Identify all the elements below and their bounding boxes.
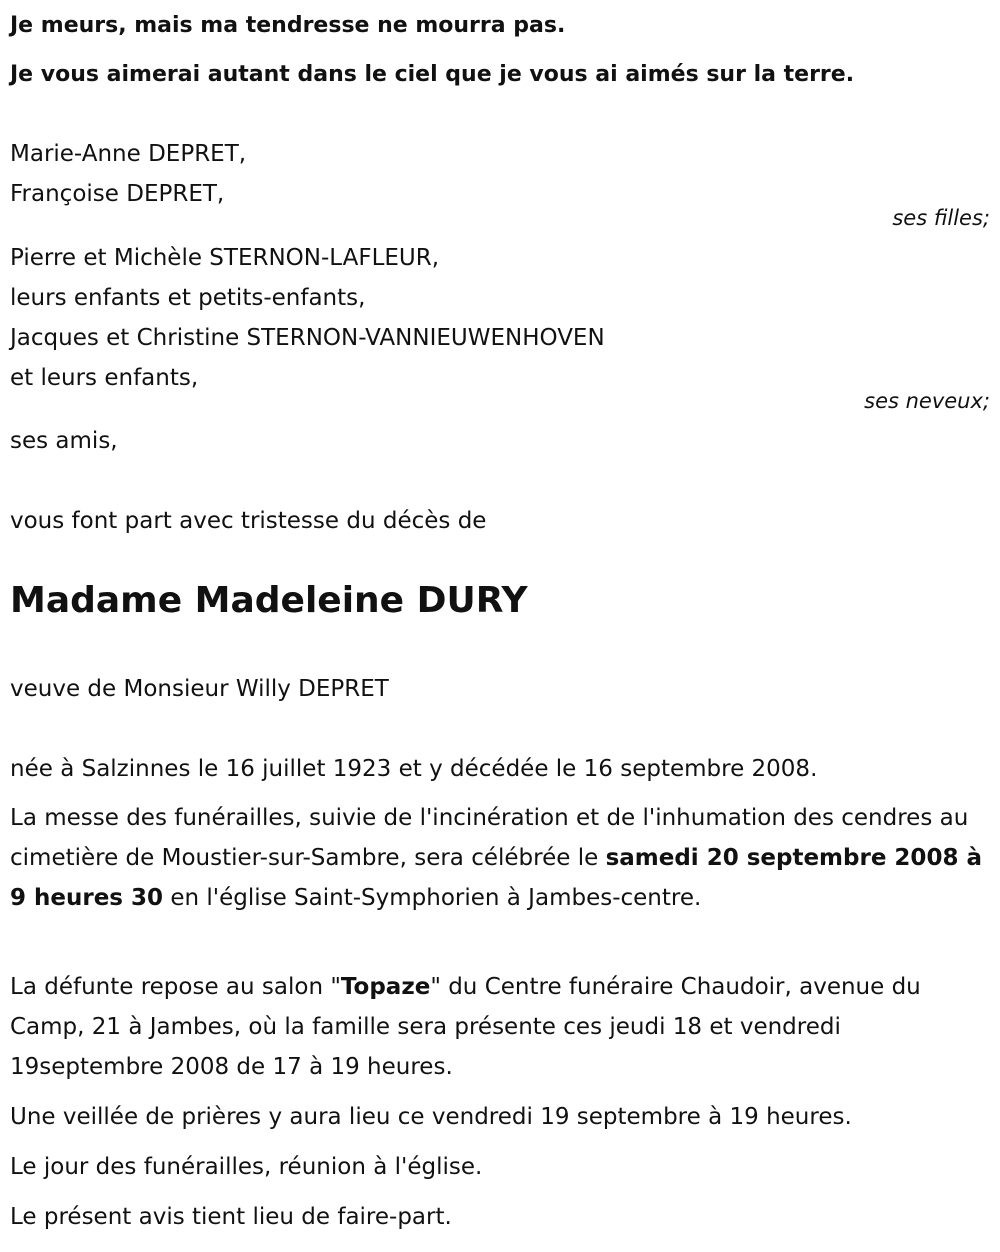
nephew-line-2: leurs enfants et petits-enfants, [10,285,366,311]
vigil: Une veillée de prières y aura lieu ce vendredi 19 septembre à 19 heures. [10,1104,852,1130]
rest-text-1: La défunte repose au salon " [10,974,341,1000]
widow-of: veuve de Monsieur Willy DEPRET [10,676,389,702]
born-died: née à Salzinnes le 16 juillet 1923 et y décédée le 16 septembre 2008. [10,756,818,782]
salon-name: Topaze [340,974,431,1000]
funeral-paragraph [10,798,985,918]
funeral-text-2: en l'église Saint-Symphorien à Jambes-centre. [163,885,702,911]
notice: Le présent avis tient lieu de faire-part. [10,1204,452,1230]
deceased-name: Madame Madeleine DURY [10,580,528,621]
nephew-line-4: et leurs enfants, [10,365,199,391]
announcement: vous font part avec tristesse du décès de [10,508,487,534]
funeral-text-1: La messe des funérailles, suivie de l'incinération et de l'inhumation des cendres au cimetière de Moustier-sur-Sambre, sera célébrée le [10,805,969,871]
daughters-role: ses filles; [892,206,990,230]
daughter-1: Marie-Anne DEPRET, [10,141,247,167]
rest-paragraph [10,967,985,1087]
funeral-date: samedi 20 septembre 2008 à 9 heures 30 [10,845,982,911]
friends: ses amis, [10,428,118,454]
rest-text-2: " du Centre funéraire Chaudoir, avenue du Camp, 21 à Jambes, où la famille sera présente ces jeudi 18 et vendredi 19septembre 2008 de 17 à 19 heures. [10,974,921,1080]
quote-line-2: Je vous aimerai autant dans le ciel que je vous ai aimés sur la terre. [10,62,855,87]
meeting: Le jour des funérailles, réunion à l'église. [10,1154,483,1180]
daughter-2: Françoise DEPRET, [10,181,225,207]
nephew-line-1: Pierre et Michèle STERNON-LAFLEUR, [10,245,440,271]
nephews-role: ses neveux; [864,389,990,413]
quote-line-1: Je meurs, mais ma tendresse ne mourra pas. [10,13,566,38]
nephew-line-3: Jacques et Christine STERNON-VANNIEUWENHOVEN [10,325,605,351]
